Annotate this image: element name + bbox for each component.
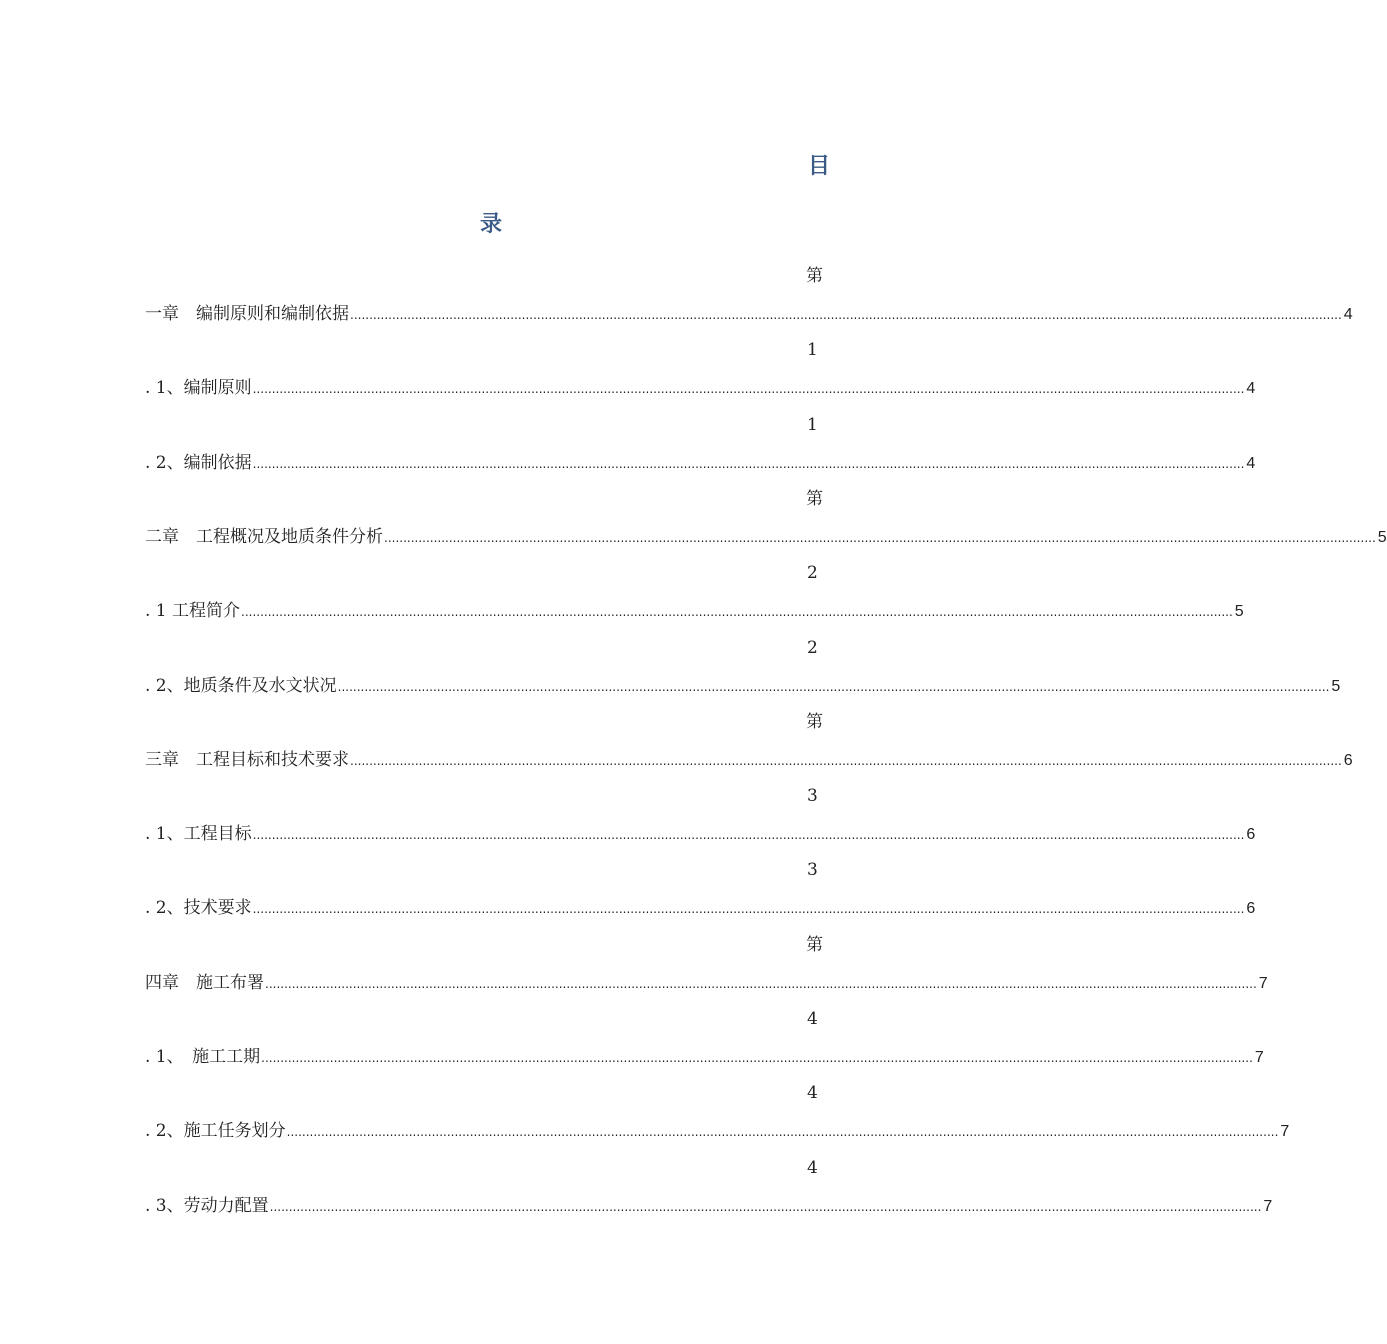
toc-entry-title: . 1、 施工工期: [145, 1047, 261, 1067]
toc-entry-prefix: 2: [807, 563, 818, 584]
toc-dot-leader: ....................................................................................................................................................................................................................................................................: [286, 1125, 1279, 1140]
toc-entry-title: . 1 工程简介: [145, 601, 241, 622]
toc-dot-leader: ....................................................................................................................................................................................................................................................................: [265, 976, 1257, 991]
toc-dot-leader: ....................................................................................................................................................................................................................................................................: [252, 902, 1245, 917]
toc-dot-leader: ....................................................................................................................................................................................................................................................................: [252, 382, 1245, 397]
toc-entry[interactable]: [145, 378, 1256, 399]
toc-entry-title: . 2、技术要求: [145, 898, 252, 919]
toc-entry-prefix: 1: [807, 414, 818, 435]
toc-entry-title: . 2、编制依据: [145, 452, 252, 473]
toc-dot-leader: ....................................................................................................................................................................................................................................................................: [350, 308, 1342, 322]
toc-entry[interactable]: [145, 1121, 1290, 1142]
toc-entry[interactable]: [145, 675, 1341, 696]
toc-page-number: 7: [1258, 974, 1268, 992]
toc-page-number: 5: [1331, 677, 1341, 695]
toc-entry[interactable]: [145, 972, 1268, 993]
toc-entry[interactable]: [145, 1047, 1264, 1067]
toc-title-second-char: 录: [480, 212, 503, 237]
toc-entry-title: . 1、工程目标: [145, 824, 252, 845]
toc-page-number: 6: [1246, 900, 1256, 918]
toc-entry-title: . 3、劳动力配置: [145, 1195, 269, 1216]
toc-entry[interactable]: [145, 749, 1353, 770]
toc-page-number: 4: [1246, 454, 1256, 472]
toc-dot-leader: ....................................................................................................................................................................................................................................................................: [350, 753, 1342, 768]
toc-entry[interactable]: [145, 1195, 1273, 1216]
toc-dot-leader: ....................................................................................................................................................................................................................................................................: [384, 530, 1376, 545]
toc-dot-leader: ....................................................................................................................................................................................................................................................................: [337, 679, 1330, 694]
toc-entry-title: . 1、编制原则: [145, 378, 252, 399]
toc-page-number: 7: [1254, 1049, 1264, 1066]
toc-entry[interactable]: [145, 898, 1256, 919]
toc-dot-leader: ....................................................................................................................................................................................................................................................................: [269, 1199, 1262, 1214]
toc-page-number: 6: [1246, 826, 1256, 844]
toc-entry[interactable]: [145, 526, 1387, 547]
toc-title-first-char: 目: [808, 154, 831, 179]
toc-entry-prefix: 第: [806, 711, 823, 732]
toc-entry-title: 三章 工程目标和技术要求: [145, 749, 349, 770]
toc-entry-prefix: 第: [806, 266, 823, 286]
toc-entry-prefix: 4: [807, 1157, 818, 1178]
toc-entry-title: . 2、地质条件及水文状况: [145, 675, 337, 696]
toc-entry-title: . 2、施工任务划分: [145, 1121, 286, 1142]
toc-entry-prefix: 3: [807, 786, 818, 807]
toc-page-number: 5: [1234, 603, 1244, 621]
toc-dot-leader: ....................................................................................................................................................................................................................................................................: [252, 828, 1245, 843]
toc-dot-leader: ....................................................................................................................................................................................................................................................................: [241, 605, 1233, 620]
toc-page-number: 7: [1263, 1197, 1273, 1215]
toc-dot-leader: ....................................................................................................................................................................................................................................................................: [261, 1051, 1253, 1065]
toc-entry-prefix: 2: [807, 637, 818, 658]
toc-entry[interactable]: [145, 824, 1256, 845]
toc-page-number: 6: [1343, 751, 1353, 769]
toc-dot-leader: ....................................................................................................................................................................................................................................................................: [252, 456, 1245, 471]
toc-entry-prefix: 4: [807, 1083, 818, 1104]
toc-entry-title: 四章 施工布署: [145, 972, 264, 993]
toc-entry-title: 一章 编制原则和编制依据: [145, 304, 349, 324]
toc-page-number: 4: [1246, 380, 1256, 398]
toc-entry-prefix: 第: [806, 934, 823, 955]
toc-entry[interactable]: [145, 304, 1353, 324]
toc-page-number: 5: [1377, 528, 1387, 546]
toc-page-number: 7: [1280, 1123, 1290, 1141]
toc-entry-prefix: 第: [806, 488, 823, 509]
toc-entry[interactable]: [145, 601, 1244, 622]
toc-entry-prefix: 4: [807, 1009, 818, 1029]
toc-entry-prefix: 3: [807, 860, 818, 881]
toc-entry-title: 二章 工程概况及地质条件分析: [145, 526, 383, 547]
toc-entry-prefix: 1: [807, 340, 818, 361]
toc-entry[interactable]: [145, 452, 1256, 473]
toc-page-number: 4: [1343, 306, 1353, 323]
